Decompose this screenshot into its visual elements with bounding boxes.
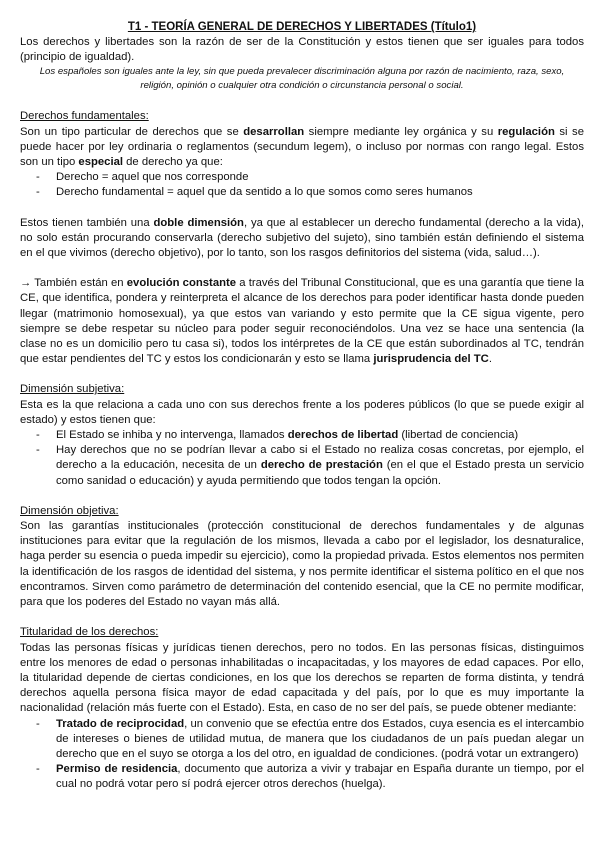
document-title: T1 - TEORÍA GENERAL DE DERECHOS Y LIBERTADES (Título1) <box>127 21 477 33</box>
subjetiva-list <box>20 428 584 489</box>
titularidad-list <box>20 717 584 793</box>
list-item: - Permiso de residencia, documento que autoriza a vivir y trabajar en España durante un tiempo, por el cual no podrá votar pero sí podrá ejercer otros derechos (huelga). <box>36 763 584 791</box>
list-item: - El Estado se inhiba y no intervenga, llamados derechos de libertad (libertad de conciencia) <box>36 429 519 442</box>
fundamentales-paragraph-1: Son un tipo particular de derechos que se desarrollan siempre mediante ley orgánica y su regulación si se puede hacer por ley ordinaria o reglamentos (secundum legem), o incluso por normas con rango legal. Estos son un tipo especial de derecho ya que: <box>20 125 584 169</box>
heading-titularidad: Titularidad de los derechos: <box>20 626 159 639</box>
document-page <box>20 20 584 793</box>
list-item: - Derecho fundamental = aquel que da sentido a lo que somos como seres humanos <box>36 186 473 199</box>
fundamentales-list <box>20 170 584 200</box>
heading-dimension-objetiva: Dimensión objetiva: <box>20 504 119 517</box>
subjetiva-paragraph: Esta es la que relaciona a cada uno con sus derechos frente a los poderes públicos (lo que se puede exigir al estado) y estos tienen que: <box>20 398 584 426</box>
fundamentales-paragraph-3: → También están en evolución constante a través del Tribunal Constitucional, que es una garantía que tiene la CE, que identifica, pondera y reinterpreta el alcance de los derechos para poder identificar hasta donde pueden llegar (matrimonio homosexual), ya que estos van variando y esto permite que la CE sigua vigente, pero siempre se debe respetar su núcleo para poder seguir reconociéndolos. Una vez se hace una sentencia (la clase no es un domicilio pero tu casa si), todos los intérpretes de la CE que están subordinados al TC, tendrán que estar pendientes del TC y estos los condicionarán y esto se llama jurisprudencia del TC. <box>20 277 584 366</box>
list-item: - Derecho = aquel que nos corresponde <box>36 171 249 184</box>
list-item: - Hay derechos que no se podrían llevar a cabo si el Estado no realiza cosas concretas, por ejemplo, el derecho a la educación, necesita de un derecho de prestación (en el que el Estado presta un servicio como sanidad o educación) y ayuda permitiendo que todos tengan la opción. <box>36 444 584 487</box>
constitution-quote: Los españoles son iguales ante la ley, sin que pueda prevalecer discriminación alguna por razón de nacimiento, raza, sexo, religión, opinión o cualquier otra condición o circunstancia personal o social. <box>39 66 565 91</box>
list-item: - Tratado de reciprocidad, un convenio que se efectúa entre dos Estados, cuya esencia es el intercambio de intereses o bienes de utilidad mutua, de manera que los ciudadanos de un país puedan alegar un derecho que en el suyo se otorga a los del otro, en igualdad de condiciones. (podrá votar un extrangero) <box>36 717 584 760</box>
heading-derechos-fundamentales: Derechos fundamentales: <box>20 110 149 123</box>
titularidad-paragraph: Todas las personas físicas y jurídicas tienen derechos, pero no todos. En las personas físicas, distinguimos entre los menores de edad o personas inhabilitadas o incapacitadas, y los mayores de edad capaces. Por ello, la titularidad depende de ciertas condiciones, en los que los derechos se reparten de forma distinta, y tendrá derechos aquella persona física mayor de edad capacitada y del país, por lo que es muy importante la nacionalidad (relación más fuerte con el Estado). Esta, en caso de no ser del país, se puede obtener mediante: <box>20 641 584 715</box>
objetiva-paragraph: Son las garantías institucionales (protección constitucional de derechos fundamentales y de algunas instituciones para evitar que la regulación de los mismos, llevada a cabo por el legislador, los desnaturalice, haga perder su esencia o pueda impedir su ejercicio), como la propiedad privada. Estos elementos nos permiten la identificación de los rasgos de identidad del sistema, y nos permite identificar el sistema político en el que nos encontramos. Sirven como parámetro de determinación del contenido esencial, que la CE no permite modificar, para que los poderes del Estado no vayan más allá. <box>20 520 584 609</box>
heading-dimension-subjetiva: Dimensión subjetiva: <box>20 383 125 396</box>
fundamentales-paragraph-2: Estos tienen también una doble dimensión, ya que al establecer un derecho fundamental (derecho a la vida), no solo están procurando conservarla (derecho subjetivo del sujeto), sino también están definiendo el sistema en el que vivimos (derecho objetivo), por lo tanto, son los rasgos definitorios del sistema (vida, salud…). <box>20 216 584 260</box>
intro-paragraph: Los derechos y libertades son la razón de ser de la Constitución y estos tienen que ser iguales para todos (principio de igualdad). <box>20 36 584 64</box>
